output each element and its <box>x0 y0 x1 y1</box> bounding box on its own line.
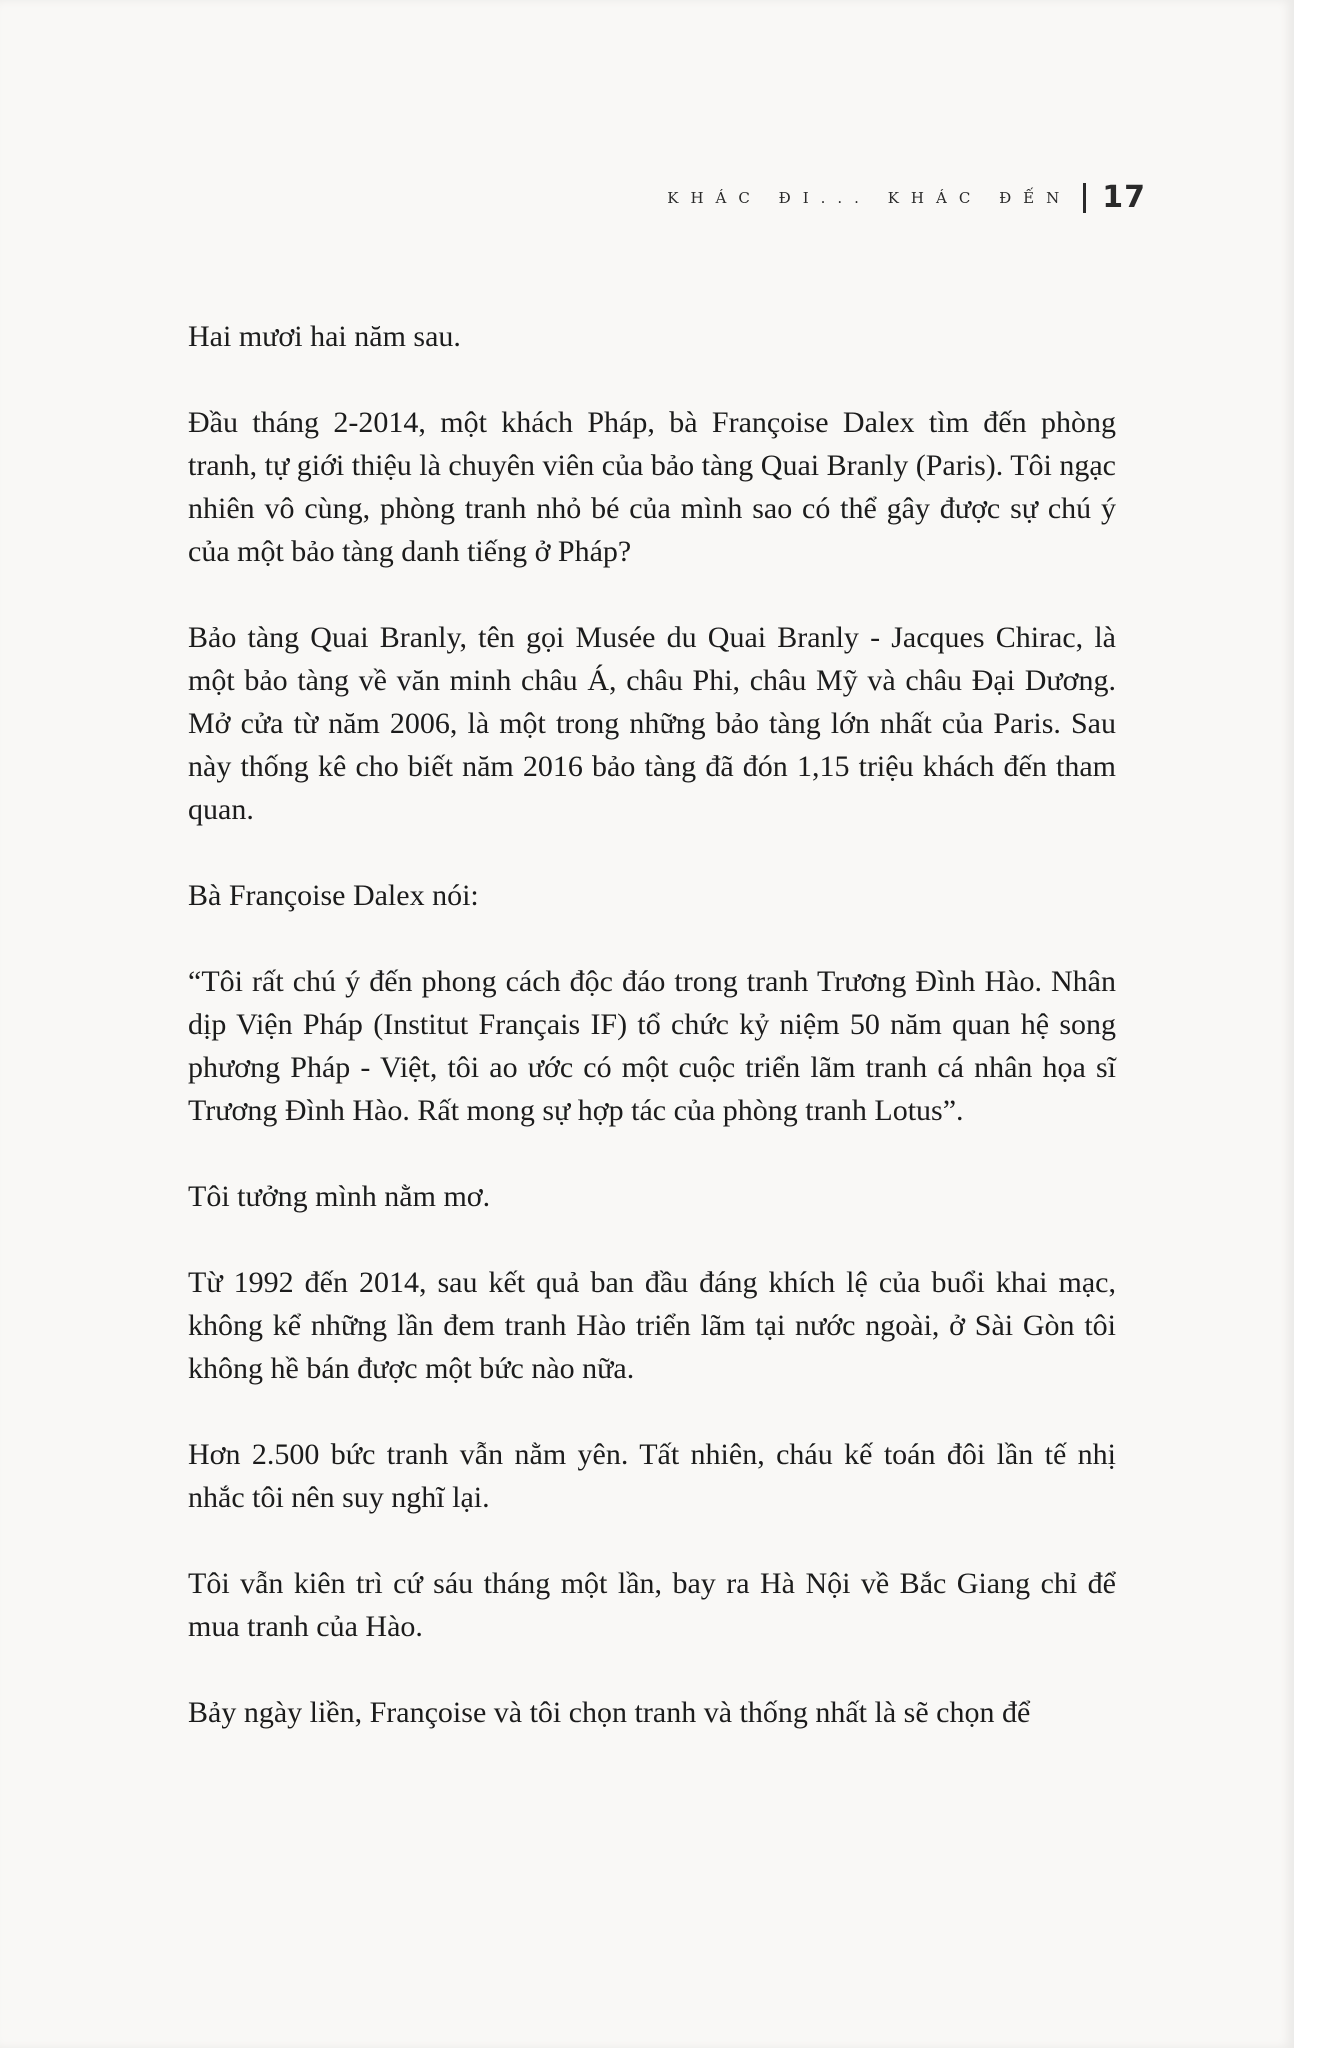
paragraph: Bà Françoise Dalex nói: <box>188 879 479 912</box>
page-margin <box>1294 0 1319 2048</box>
paragraph: Bảo tàng Quai Branly, tên gọi Musée du Quai Branly - Jacques Chirac, là một bảo tàng về văn minh châu Á, châu Phi, châu Mỹ và châu Đại Dương. Mở cửa từ năm 2006, là một trong những bảo tàng lớn nhất của Paris. Sau này thống kê cho biết năm 2016 bảo tàng đã đón 1,15 triệu khách đến tham quan. <box>188 621 1116 826</box>
running-title: KHÁC ĐI... KHÁC ĐẾN <box>667 188 1072 207</box>
body-text <box>188 315 1116 1734</box>
running-header <box>667 180 1146 215</box>
paragraph: Tôi tưởng mình nằm mơ. <box>188 1180 491 1213</box>
paragraph: Đầu tháng 2-2014, một khách Pháp, bà Françoise Dalex tìm đến phòng tranh, tự giới thiệu là chuyên viên của bảo tàng Quai Branly (Paris). Tôi ngạc nhiên vô cùng, phòng tranh nhỏ bé của mình sao có thể gây được sự chú ý của một bảo tàng danh tiếng ở Pháp? <box>188 406 1116 568</box>
header-divider <box>1083 183 1086 213</box>
page-number: 17 <box>1102 180 1146 215</box>
paragraph: Hơn 2.500 bức tranh vẫn nằm yên. Tất nhiên, cháu kế toán đôi lần tế nhị nhắc tôi nên suy nghĩ lại. <box>188 1438 1116 1514</box>
paragraph: Tôi vẫn kiên trì cứ sáu tháng một lần, bay ra Hà Nội về Bắc Giang chỉ để mua tranh của Hào. <box>188 1567 1116 1643</box>
paragraph: Từ 1992 đến 2014, sau kết quả ban đầu đáng khích lệ của buổi khai mạc, không kể những lần đem tranh Hào triển lãm tại nước ngoài, ở Sài Gòn tôi không hề bán được một bức nào nữa. <box>188 1266 1116 1385</box>
quote-paragraph: “Tôi rất chú ý đến phong cách độc đáo trong tranh Trương Đình Hào. Nhân dịp Viện Pháp (Institut Français IF) tổ chức kỷ niệm 50 năm quan hệ song phương Pháp - Việt, tôi ao ước có một cuộc triển lãm tranh cá nhân họa sĩ Trương Đình Hào. Rất mong sự hợp tác của phòng tranh Lotus”. <box>188 965 1116 1127</box>
paragraph: Hai mươi hai năm sau. <box>188 320 461 353</box>
paragraph: Bảy ngày liền, Françoise và tôi chọn tranh và thống nhất là sẽ chọn để <box>188 1696 1031 1729</box>
